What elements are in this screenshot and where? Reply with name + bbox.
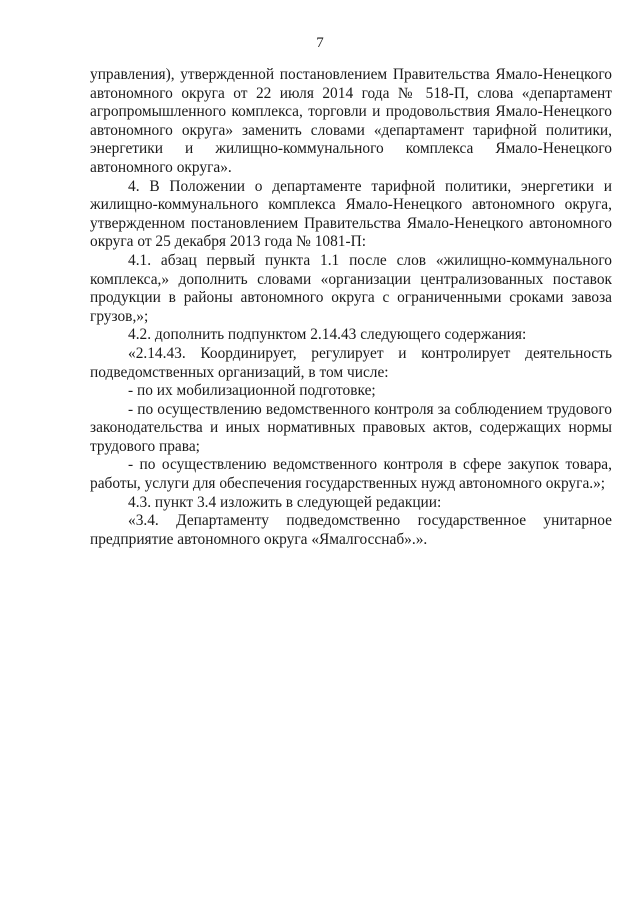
paragraph-quote-3-4: «3.4. Департаменту подведомственно государственное унитарное предприятие автономного округа «Ямалгосснаб».». [90,512,612,548]
paragraph-quote-2-14-43: «2.14.43. Координирует, регулирует и контролирует деятельность подведомственных организаций, в том числе: [90,344,612,381]
paragraph-item-4-2: 4.2. дополнить подпунктом 2.14.43 следующего содержания: [128,326,527,344]
paragraph-item-4-1: 4.1. абзац первый пункта 1.1 после слов «жилищно-коммунального комплекса,» дополнить словами «организации централизованных поставок продукции в районы автономного округа с ограниченными сроками завоза грузов,»; [90,251,612,325]
paragraph-item-4: 4. В Положении о департаменте тарифной политики, энергетики и жилищно-коммунального комплекса Ямало-Ненецкого автономного округа, утвержденном постановлением Правительства Ямало-Ненецкого автономного округа от 25 декабря 2013 года № 1081-П: [90,177,612,251]
paragraph-dash-procurement-control: - по осуществлению ведомственного контроля в сфере закупок товара, работы, услуги для обеспечения государственных нужд автономного округа.»; [90,456,612,493]
page-number: 7 [316,35,324,51]
paragraph-dash-mobilization: - по их мобилизационной подготовке; [128,382,376,400]
paragraph-item-4-3: 4.3. пункт 3.4 изложить в следующей редакции: [128,493,442,511]
document-body [90,66,612,549]
paragraph-dash-labor-control: - по осуществлению ведомственного контроля за соблюдением трудового законодательства и иных нормативных правовых актов, содержащих нормы трудового права; [90,400,612,455]
paragraph-continuation: управления), утвержденной постановлением Правительства Ямало-Ненецкого автономного округа от 22 июля 2014 года № 518-П, слова «департамент агропромышленного комплекса, торговли и продовольствия Ямало-Ненецкого автономного округа» заменить словами «департамент тарифной политики, энергетики и жилищно-коммунального комплекса Ямало-Ненецкого автономного округа». [90,66,612,176]
